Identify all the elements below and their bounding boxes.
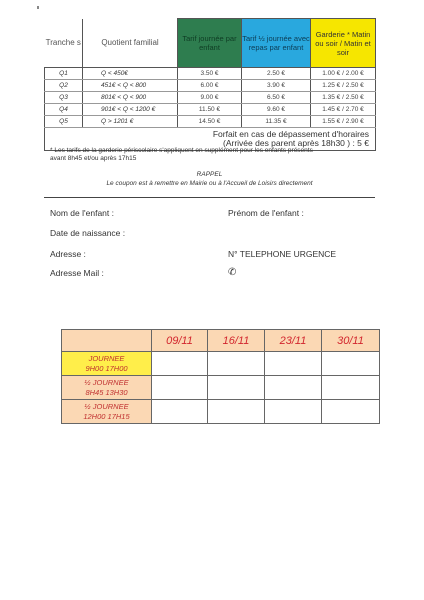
tariff-row — [45, 80, 376, 92]
grid-corner-cell — [62, 330, 152, 352]
garderie-cell: 1.25 € / 2.50 € — [311, 80, 376, 92]
demi-journee-cell: 11.35 € — [242, 116, 311, 128]
forfait-line1: Forfait en cas de dépassement d'horaires — [212, 129, 369, 139]
tranche-cell: Q2 — [45, 80, 83, 92]
tranche-cell: Q5 — [45, 116, 83, 128]
reminder-title: RAPPEL — [196, 171, 223, 178]
grid-checkbox-cell[interactable] — [208, 352, 265, 376]
tariff-row — [45, 104, 376, 116]
grid-checkbox-cell[interactable] — [152, 400, 208, 424]
grid-row — [62, 352, 380, 376]
journee-cell: 14.50 € — [178, 116, 242, 128]
quotient-cell: Q < 450€ — [83, 68, 178, 80]
tariff-row — [45, 92, 376, 104]
grid-checkbox-cell[interactable] — [265, 352, 322, 376]
tranche-cell: Q1 — [45, 68, 83, 80]
garderie-note — [50, 147, 380, 163]
garderie-cell: 1.45 € / 2.70 € — [311, 104, 376, 116]
grid-header-row — [62, 330, 380, 352]
garderie-cell: 1.55 € / 2.90 € — [311, 116, 376, 128]
forfait-line2: (Arrivée des parent après 18h30 ) : 5 € — [223, 138, 369, 148]
reminder-text: Le coupon est à remettre en Mairie ou à l'Accueil de Loisirs directement — [106, 180, 313, 187]
date-header: 23/11 — [265, 330, 322, 352]
child-firstname-field[interactable]: Prénom de l'enfant : — [228, 208, 304, 218]
tranche-cell: Q4 — [45, 104, 83, 116]
grid-checkbox-cell[interactable] — [265, 376, 322, 400]
journee-cell: 11.50 € — [178, 104, 242, 116]
row-label-line1: JOURNEE — [88, 353, 125, 363]
row-label — [62, 400, 152, 424]
note-line1: * Les tarifs de la garderie périscolaire s'appliquent en supplément pour les enfants présents — [50, 147, 313, 154]
date-header: 09/11 — [152, 330, 208, 352]
garderie-cell: 1.35 € / 2.50 € — [311, 92, 376, 104]
header-journee-repas: Tarif ½ journée avec repas par enfant — [242, 19, 311, 68]
note-line2: avant 8h45 et/ou après 17h15 — [50, 155, 137, 162]
row-label — [62, 352, 152, 376]
phone-icon: ✆ — [228, 267, 237, 278]
registration-grid — [61, 329, 380, 424]
garderie-cell: 1.00 € / 2.00 € — [311, 68, 376, 80]
tariff-row — [45, 116, 376, 128]
demi-journee-cell: 9.60 € — [242, 104, 311, 116]
header-journee: Tarif journée par enfant — [178, 19, 242, 68]
email-field[interactable]: Adresse Mail : — [50, 268, 104, 278]
grid-checkbox-cell[interactable] — [322, 352, 380, 376]
divider — [44, 197, 375, 198]
header-quotient: Quotient familial — [83, 19, 178, 68]
header-garderie: Garderie * Matin ou soir / Matin et soir — [311, 19, 376, 68]
journee-cell: 9.00 € — [178, 92, 242, 104]
grid-checkbox-cell[interactable] — [322, 376, 380, 400]
tranche-cell: Q3 — [45, 92, 83, 104]
journee-cell: 6.00 € — [178, 80, 242, 92]
quotient-cell: 801€ < Q < 900 — [83, 92, 178, 104]
quotient-cell: 451€ < Q < 800 — [83, 80, 178, 92]
row-label — [62, 376, 152, 400]
row-label-line2: 12H00 17H15 — [83, 411, 130, 421]
demi-journee-cell: 2.50 € — [242, 68, 311, 80]
date-header: 30/11 — [322, 330, 380, 352]
row-label-line2: 8H45 13H30 — [85, 387, 128, 397]
child-name-field[interactable]: Nom de l'enfant : — [50, 208, 114, 218]
demi-journee-cell: 6.50 € — [242, 92, 311, 104]
address-field[interactable]: Adresse : — [50, 249, 86, 259]
grid-checkbox-cell[interactable] — [208, 400, 265, 424]
journee-cell: 3.50 € — [178, 68, 242, 80]
quotient-cell: 901€ < Q < 1200 € — [83, 104, 178, 116]
row-label-line1: ½ JOURNEE — [84, 401, 129, 411]
birthdate-field[interactable]: Date de naissance : — [50, 228, 126, 238]
row-label-line2: 9H00 17H00 — [85, 363, 128, 373]
quotient-cell: Q > 1201 € — [83, 116, 178, 128]
tariff-row — [45, 68, 376, 80]
grid-checkbox-cell[interactable] — [208, 376, 265, 400]
grid-row — [62, 376, 380, 400]
emergency-phone-field[interactable]: N° TELEPHONE URGENCE — [228, 249, 337, 259]
grid-checkbox-cell[interactable] — [265, 400, 322, 424]
row-label-line1: ½ JOURNEE — [84, 377, 129, 387]
header-tranches: Tranche s — [45, 19, 83, 68]
tariff-header-row — [45, 19, 376, 68]
scan-mark — [37, 6, 39, 9]
demi-journee-cell: 3.90 € — [242, 80, 311, 92]
grid-checkbox-cell[interactable] — [152, 352, 208, 376]
grid-checkbox-cell[interactable] — [152, 376, 208, 400]
tariff-table — [44, 18, 376, 151]
grid-checkbox-cell[interactable] — [322, 400, 380, 424]
date-header: 16/11 — [208, 330, 265, 352]
grid-row — [62, 400, 380, 424]
